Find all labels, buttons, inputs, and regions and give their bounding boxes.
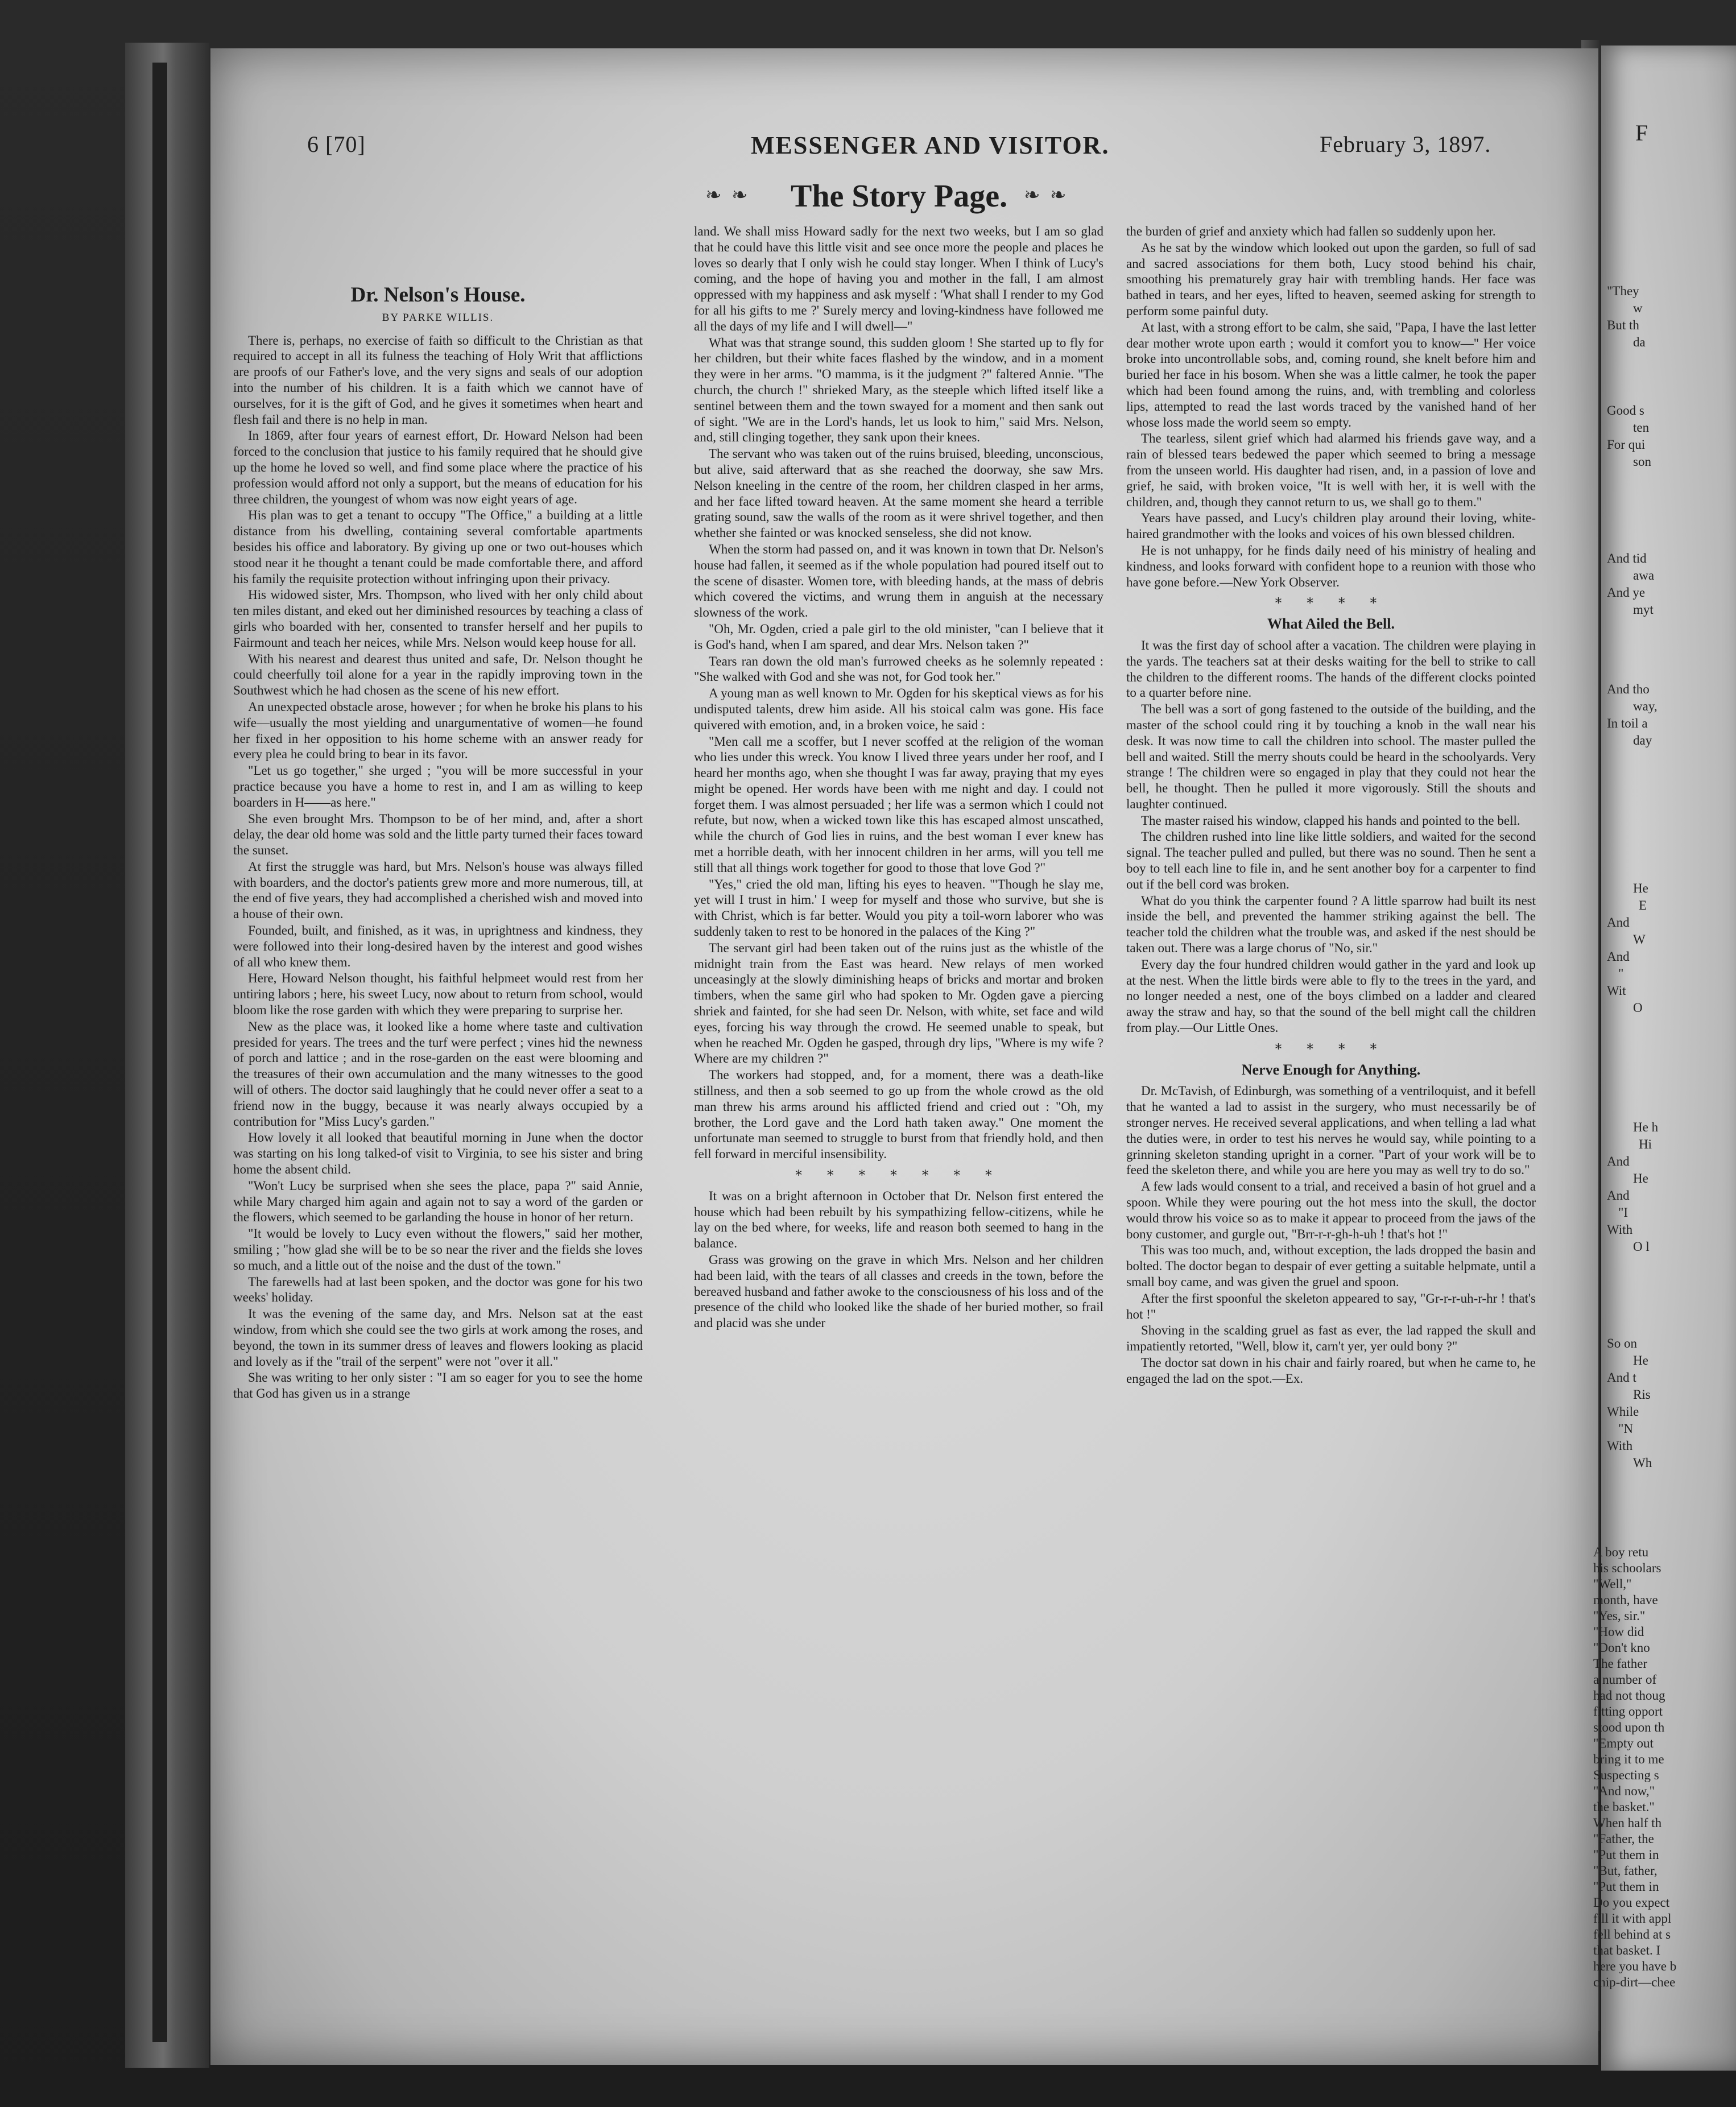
adjacent-page-text: "Put them in: [1593, 1848, 1659, 1862]
adjacent-page-text: "Father, the: [1593, 1832, 1654, 1846]
adjacent-page-text: "But, father,: [1593, 1864, 1658, 1878]
leaf-ornament-icon: ❧: [1050, 184, 1067, 206]
paragraph: It was the evening of the same day, and Mrs. Nelson sat at the east window, from which she could see the two girls at work among the roses, and beyond, the town in its summer dress of leaves and flowers looking as placid and lovely as if the "trail of the serpent" were not "over it all.": [233, 1307, 643, 1369]
adjacent-page-text: And: [1607, 1188, 1630, 1203]
leaf-ornament-icon: ❧: [731, 184, 748, 206]
adjacent-page-text: day: [1633, 733, 1652, 747]
adjacent-page-text: And tho: [1607, 682, 1650, 696]
masthead-title: MESSENGER AND VISITOR.: [751, 131, 1110, 159]
adjacent-page-text: He: [1633, 881, 1648, 895]
adjacent-page-text: stood upon th: [1593, 1720, 1665, 1734]
adjacent-page-text: da: [1633, 335, 1646, 349]
adjacent-page-text: E: [1639, 898, 1647, 912]
adjacent-page-text: He: [1633, 1353, 1648, 1368]
story-title: What Ailed the Bell.: [1267, 615, 1395, 633]
paragraph: The servant who was taken out of the ruins bruised, bleeding, unconscious, but alive, said afterward that as she reached the doorway, she saw Mrs. Nelson kneeling in the centre of the room, her children clasped in her arms, and her face lifted toward heaven. At the same moment she heard a terrible grating sound, saw the walls of the room as it were shrivel together, and then whether she fainted or was knocked senseless, she did not know.: [694, 447, 1103, 540]
adjacent-page-text: here you have b: [1593, 1959, 1677, 1973]
paragraph: His widowed sister, Mrs. Thompson, who lived with her only child about ten miles distant, and eked out her diminished resources by teaching a class of girls who boarded with her, consented to transfer herself and her pupils to Fairmount and teach her neices, while Mrs. Nelson would keep house for all.: [233, 588, 643, 650]
adjacent-page-text: that basket. I: [1593, 1943, 1661, 1957]
column-1-body: [233, 333, 643, 1402]
adjacent-page-text: But th: [1607, 318, 1639, 332]
paragraph: As he sat by the window which looked out upon the garden, so full of sad and sacred associations for them both, Lucy stood behind his chair, smoothing his prematurely gray hair with trembling hands. Her face was bathed in tears, and her eyes, lifted to heaven, seemed asking for strength to perform some painful duty.: [1126, 240, 1536, 318]
paragraph: "It would be lovely to Lucy even without the flowers," said her mother, smiling ; "how glad she will be to be so near the river and the fields she loves so much, and a little out of the noise and the dust of the town.": [233, 1226, 643, 1273]
paragraph: Grass was growing on the grave in which Mrs. Nelson and her children had been laid, with the tears of all classes and creeds in the town, before the bereaved husband and father awoke to the consciousness of his loss and of the presence of the child who looked like the shade of her buried mother, so frail and placid was she under: [694, 1253, 1103, 1331]
paragraph: When the storm had passed on, and it was known in town that Dr. Nelson's house had fallen, it seemed as if the whole population had poured itself out to the scene of disaster. Women tore, with bleeding hands, at the mass of debris which covered the victims, and wrung them in anguish at the necessary slowness of the work.: [694, 542, 1103, 620]
adjacent-page-text: F: [1635, 120, 1648, 146]
paragraph: New as the place was, it looked like a home where taste and cultivation presided for years. The trees and the turf were perfect ; vines hid the newness of porch and lattice ; and in the rose-garden on the east were blooming and the treasures of their own accumulation and the many witnesses to the good will of others. The doctor said laughingly that he could never offer a seat to a friend now in the buggy, because it was nearly always occupied by a contribution for "Miss Lucy's garden.": [233, 1019, 643, 1129]
adjacent-page-text: awa: [1633, 568, 1655, 582]
adjacent-page-text: For qui: [1607, 437, 1646, 452]
paragraph: After the first spoonful the skeleton appeared to say, "Gr-r-r-uh-r-hr ! that's hot !": [1126, 1291, 1536, 1321]
paragraph: The workers had stopped, and, for a moment, there was a death-like stillness, and then a sob seemed to go up from the whole crowd as the old man threw his arms around his afflicted friend and cried out : "Oh, my brother, the Lord gave and the Lord hath taken away." One moment the unfortunate man seemed to struggle to burst from that friendly hold, and then fell forward in merciful insensibility.: [694, 1068, 1103, 1162]
adjacent-page-text: When half th: [1593, 1816, 1662, 1830]
adjacent-page-text: With: [1607, 1222, 1633, 1237]
column-3: [1126, 224, 1536, 1387]
paragraph: The servant girl had been taken out of the ruins just as the whistle of the midnight train from the East was heard. New relays of men worked unceasingly at the slowly diminishing heaps of bricks and mortar and broken timbers, when the same girl who had spoken to Mr. Ogden gave a piercing shriek and fainted, for she had seen Dr. Nelson, with white, set face and wild eyes, forcing his way through the crowd. He seemed unable to speak, but when he reached Mr. Ogden he gasped, through dry lips, "Where is my wife ? Where are my children ?": [694, 940, 1103, 1066]
adjacent-page-text: ten: [1633, 420, 1650, 435]
paragraph: Tears ran down the old man's furrowed cheeks as he solemnly repeated : "She walked with God and she was not, for God took her.": [694, 654, 1103, 684]
adjacent-page-text: bring it to me: [1593, 1752, 1664, 1766]
adjacent-page-text: fell behind at s: [1593, 1927, 1671, 1941]
paragraph: At last, with a strong effort to be calm, she said, "Papa, I have the last letter dear mother wrote upon earth ; would it comfort you to know—" Her voice broke into uncontrollable sobs, and, coming round, she knelt before him and buried her face in his bosom. When she was a little calmer, he took the paper which had been found among the ruins, and, with trembling and colorless lips, attempted to read the last words traced by the vanished hand of her whose loss made the world seem so empty.: [1126, 320, 1536, 429]
paragraph: At first the struggle was hard, but Mrs. Nelson's house was always filled with boarders, and the doctor's patients grew more and more numerous, till, at the end of five years, they had accomplished a cherished wish and moved into a house of their own.: [233, 859, 643, 922]
paragraph: What do you think the carpenter found ? A little sparrow had built its nest inside the bell, and prevented the hammer striking against the bell. The teacher told the children what the trouble was, and asked if the nest should be taken out. There was a large chorus of "No, sir.": [1126, 893, 1536, 956]
adjacent-page-text: Wit: [1607, 984, 1626, 998]
adjacent-page-text: "How did: [1593, 1625, 1644, 1639]
newspaper-page: [210, 48, 1598, 2065]
adjacent-page-text: A boy retu: [1593, 1545, 1649, 1559]
adjacent-page-text: He: [1633, 1171, 1648, 1185]
section-heading: [705, 178, 1103, 224]
adjacent-page-text: his schoolars: [1593, 1561, 1661, 1575]
paragraph: The master raised his window, clapped his hands and pointed to the bell.: [1141, 813, 1520, 828]
adjacent-page-fragment: [1593, 46, 1736, 2071]
adjacent-page-text: ": [1618, 966, 1624, 981]
left-page-edge: [125, 43, 209, 2068]
adjacent-page-text: "Don't kno: [1593, 1641, 1650, 1655]
paragraph: In 1869, after four years of earnest effort, Dr. Howard Nelson had been forced to the conclusion that justice to his family required that he should give up the home he loved so well, and find some place where the practice of his profession would afford not only a support, but the means of education for his three children, the youngest of whom was now eight years of age.: [233, 428, 643, 506]
paragraph: Shoving in the scalding gruel as fast as ever, the lad rapped the skull and impatiently retorted, "Well, blow it, carn't yer, yer ould bony ?": [1126, 1323, 1536, 1354]
paragraph: His plan was to get a tenant to occupy "The Office," a building at a little distance from his dwelling, containing several comfortable apartments besides his office and laboratory. By giving up one or two out-houses which stood near it he thought a tenant could be made comfortable there, and afford his family the requisite protection without infringing upon their privacy.: [233, 508, 643, 586]
page-number: 6 [70]: [307, 131, 366, 157]
column-2-end: [694, 1188, 1103, 1331]
paragraph: He is not unhappy, for he finds daily need of his ministry of healing and kindness, and looks forward with confident hope to a reunion with those who have gone before.—New York Observer.: [1126, 543, 1536, 589]
paragraph: The children rushed into line like little soldiers, and waited for the second signal. The teacher pulled and pulled, but there was no sound. Then he sent a boy to tell each line to file in, and he sent another boy for a carpenter to find out if the bell cord was broken.: [1126, 829, 1536, 891]
adjacent-page-text: Ris: [1633, 1387, 1651, 1402]
paragraph: The farewells had at last been spoken, and the doctor was gone for his two weeks' holiday.: [233, 1274, 643, 1305]
paragraph: How lovely it all looked that beautiful morning in June when the doctor was starting on his long talked-of visit to Virginia, to see his sister and bring home the absent child.: [233, 1130, 643, 1177]
adjacent-page-text: With: [1607, 1439, 1633, 1453]
adjacent-page-text: "N: [1618, 1422, 1633, 1436]
section-separator: * * * *: [1275, 1040, 1387, 1057]
adjacent-page-text: O: [1633, 1001, 1643, 1015]
adjacent-page-text: In toil a: [1607, 716, 1648, 730]
paragraph: Dr. McTavish, of Edinburgh, was something of a ventriloquist, and it befell that he wanted a lad to assist in the surgery, who must necessarily be of stronger nerves. He received several applications, and when telling a lad what the duties were, in order to test his nerves he would say, while pointing to a grinning skeleton standing upright in a corner. "Part of your work will be to feed the skeleton there, and while you are here you may as well try to do so.": [1126, 1084, 1536, 1178]
paragraph: An unexpected obstacle arose, however ; for when he broke his plans to his wife—usually the most yielding and unargumentative of women—he found her fixed in her opposition to his home scheme with an answer ready for every plea he could bring to bear in its favor.: [233, 699, 643, 762]
column-2: [694, 224, 1103, 1332]
adjacent-page-text: myt: [1633, 602, 1654, 617]
adjacent-page-text: And: [1607, 915, 1630, 929]
paragraph: Years have passed, and Lucy's children play around their loving, white-haired grandmother with the looks and voices of his own blessed children.: [1126, 511, 1536, 542]
adjacent-page-text: "Empty out: [1593, 1736, 1654, 1750]
adjacent-page-text: "They: [1607, 284, 1639, 298]
adjacent-page-text: son: [1633, 455, 1651, 469]
adjacent-page-text: And: [1607, 1154, 1630, 1168]
column-2-body: [694, 335, 1103, 1162]
adjacent-page-text: And t: [1607, 1370, 1636, 1385]
story-body: [1126, 638, 1536, 1036]
section-separator: * * * *: [1275, 595, 1387, 612]
binding-gutter: [152, 63, 167, 2042]
story-byline: BY PARKE WILLIS.: [382, 311, 494, 324]
adjacent-page-text: w: [1633, 301, 1643, 315]
adjacent-page-text: month, have: [1593, 1593, 1658, 1607]
paragraph: land. We shall miss Howard sadly for the next two weeks, but I am so glad that he could have this little visit and see once more the people and places he loves so dearly that I only wish he could stay longer. When I think of Lucy's coming, and the hope of having you and mother in the fall, I am almost oppressed with my happiness and ask myself : 'What shall I render to my God for all his gifts to me ?' Surely mercy and loving-kindness have followed me all the days of my life and I will dwell—": [694, 224, 1103, 333]
paragraph: It was the first day of school after a vacation. The children were playing in the yards. The teachers sat at their desks waiting for the bell to strike to call the children to the different rooms. The hands of the different clocks pointed to a quarter before nine.: [1126, 638, 1536, 700]
section-separator: * * * * * * *: [795, 1167, 1002, 1184]
adjacent-page-text: fill it with appl: [1593, 1911, 1672, 1926]
paragraph: Every day the four hundred children would gather in the yard and look up at the nest. When the little birds were able to fly to the trees in the yard, and no longer needed a nest, one of the boys climbed on a ladder and cleared away the straw and hay, so that the sound of the bell might call the children from play.—Our Little Ones.: [1126, 957, 1536, 1035]
column-3-body: [1126, 240, 1536, 590]
adjacent-page-text: And ye: [1607, 585, 1646, 600]
paragraph: She was writing to her only sister : "I am so eager for you to see the home that God has given us in a strange: [233, 1370, 643, 1401]
adjacent-page-text: Good s: [1607, 403, 1644, 418]
story-title: Dr. Nelson's House.: [350, 283, 526, 307]
paragraph: "Oh, Mr. Ogden, cried a pale girl to the old minister, "can I believe that it is God's hand, when I am spared, and dear Mrs. Nelson taken ?": [694, 621, 1103, 652]
section-title: The Story Page.: [791, 179, 1008, 214]
leaf-ornament-icon: ❧: [1024, 184, 1040, 206]
adjacent-page-text: And: [1607, 949, 1630, 964]
adjacent-page-text: Do you expect: [1593, 1895, 1670, 1910]
adjacent-page-text: Wh: [1633, 1456, 1652, 1470]
paragraph: The bell was a sort of gong fastened to the outside of the building, and the master of the school could ring it by touching a knob in the wall near his desk. It was now time to call the children into school. The master pulled the bell and waited. Still the merry shouts could be heard in the schoolyards. Very strange ! The children were so engaged in play that they could not hear the bell, he thought. Then he pulled it more vigorously. Still the shouts and laughter continued.: [1126, 702, 1536, 811]
adjacent-page-text: "Put them in: [1593, 1879, 1659, 1894]
story-body: [1126, 1083, 1536, 1386]
paragraph: She even brought Mrs. Thompson to be of her mind, and, after a short delay, the dear old home was sold and the little party turned their faces toward the sunset.: [233, 811, 643, 858]
paragraph: "Yes," cried the old man, lifting his eyes to heaven. "'Though he slay me, yet will I trust in him.' I weep for myself and those who survive, but she is with Christ, which is far better. Would you pity a toil-worn laborer who was suddenly taken to rest to be honored in the palaces of the King ?": [694, 877, 1103, 939]
paragraph: It was on a bright afternoon in October that Dr. Nelson first entered the house which had been rebuilt by his sympathizing fellow-citizens, while he lay on the bed where, for weeks, life and reason both seemed to hang in the balance.: [694, 1188, 1103, 1251]
column-1: [233, 283, 643, 1402]
adjacent-page-text: a number of: [1593, 1672, 1657, 1687]
adjacent-page-text: He h: [1633, 1120, 1659, 1134]
paragraph: the burden of grief and anxiety which had fallen so suddenly upon her.: [1126, 224, 1496, 238]
paragraph: This was too much, and, without exception, the lads dropped the basin and bolted. The doctor began to despair of ever getting a suitable helpmate, until a small boy came, and was given the gruel and spoon.: [1126, 1243, 1536, 1289]
adjacent-page-text: While: [1607, 1404, 1639, 1419]
paragraph: A few lads would consent to a trial, and received a basin of hot gruel and a spoon. While they were pouring out the hot mess into the skull, the doctor would throw his voice so as to make it appear to proceed from the jaws of the bony customer, and gurgle out, "Brr-r-r-gh-h-uh ! that's hot !": [1126, 1179, 1536, 1241]
adjacent-page-text: And tid: [1607, 551, 1647, 565]
paragraph: What was that strange sound, this sudden gloom ! She started up to fly for her children, but their white faces flashed by the window, and in a moment they were in her arms. "O mamma, is it the judgment ?" faltered Annie. "The church, the church !" shrieked Mary, as the steeple which lifted itself like a sentinel between them and the town swayed for a moment and then sank out of sight. "We are in the Lord's hands, let us look to him," said Mrs. Nelson, and, still clinging together, they sank upon their knees.: [694, 335, 1103, 445]
adjacent-page-text: "And now,": [1593, 1784, 1655, 1798]
adjacent-page-text: O l: [1633, 1240, 1650, 1254]
adjacent-page-text: The father: [1593, 1656, 1648, 1671]
paragraph: The tearless, silent grief which had alarmed his friends gave way, and a rain of blessed tears bedewed the paper which seemed to bring a message from the unseen world. His daughter had risen, and, in a passion of love and grief, he said, with broken voice, "It is well with her, it is well with the children, and, though they cannot return to us, we shall go to them.": [1126, 431, 1536, 509]
paragraph: Here, Howard Nelson thought, his faithful helpmeet would rest from her untiring labors ; here, his sweet Lucy, now about to return from school, would bloom like the rose garden with which they were preparing to surprise her.: [233, 971, 643, 1018]
adjacent-page-text: Hi: [1639, 1137, 1652, 1151]
adjacent-page-text: fitting opport: [1593, 1704, 1663, 1718]
adjacent-page-text: the basket.": [1593, 1800, 1655, 1814]
paragraph: Founded, built, and finished, as it was, in uprightness and kindness, they were followed into their long-desired haven by the interest and good wishes of all who knew them.: [233, 923, 643, 969]
story-title: Nerve Enough for Anything.: [1241, 1061, 1421, 1078]
issue-date: February 3, 1897.: [1320, 131, 1491, 157]
paragraph: "Men call me a scoffer, but I never scoffed at the religion of the woman who lies under this wreck. You know I lived three years under her roof, and I heard her months ago, when she thought I was far away, praying that my eyes might be opened. Her words have been with me night and day. I could not forget them. I was almost persuaded ; her life was a sermon which I could not refute, but now, when a wicked town like this has escaped almost unscathed, while the church of God lies in ruins, and the best woman I ever knew has met a horrible death, with her innocent children in her arms, will you tell me still that all things work together for good to those that love God ?": [694, 734, 1103, 875]
adjacent-page-text: So on: [1607, 1336, 1638, 1350]
leaf-ornament-icon: ❧: [705, 184, 722, 206]
paragraph: The doctor sat down in his chair and fairly roared, but when he came to, he engaged the lad on the spot.—Ex.: [1126, 1355, 1536, 1386]
paragraph: There is, perhaps, no exercise of faith so difficult to the Christian as that required to accept in all its fulness the teaching of Holy Writ that afflictions are proofs of our Father's love, and the very signs and seals of our adoption into the number of his children. It is a faith which we cannot have of ourselves, for it is the gift of God, and he gives it sometimes when heart and flesh fail and there is no help in man.: [233, 333, 643, 427]
adjacent-page-text: "I: [1618, 1205, 1628, 1220]
paragraph: With his nearest and dearest thus united and safe, Dr. Nelson thought he could cheerfully toil alone for a year in the rapidly improving town in the Southwest which he had chosen as the scene of his new effort.: [233, 651, 643, 698]
adjacent-page-text: "Yes, sir.": [1593, 1609, 1646, 1623]
paragraph: "Won't Lucy be surprised when she sees the place, papa ?" said Annie, while Mary charged him again and again not to say a word of the garden or the flowers, which seemed to be garlanding the house in honor of her return.: [233, 1178, 643, 1225]
adjacent-page-text: had not thoug: [1593, 1688, 1665, 1703]
adjacent-page-text: way,: [1633, 699, 1658, 713]
paragraph: "Let us go together," she urged ; "you will be more successful in your practice because you have a home to rest in, and I am as willing to keep boarders in H——as here.": [233, 763, 643, 809]
paragraph: A young man as well known to Mr. Ogden for his skeptical views as for his undisputed talents, drew him aside. All his stoical calm was gone. His face quivered with emotion, and, in a broken voice, he said :: [694, 686, 1103, 732]
adjacent-page-text: "Well,": [1593, 1577, 1632, 1591]
adjacent-page-text: W: [1633, 932, 1646, 947]
adjacent-page-text: Suspecting s: [1593, 1768, 1659, 1782]
adjacent-page-text: chip-dirt—chee: [1593, 1975, 1676, 1989]
